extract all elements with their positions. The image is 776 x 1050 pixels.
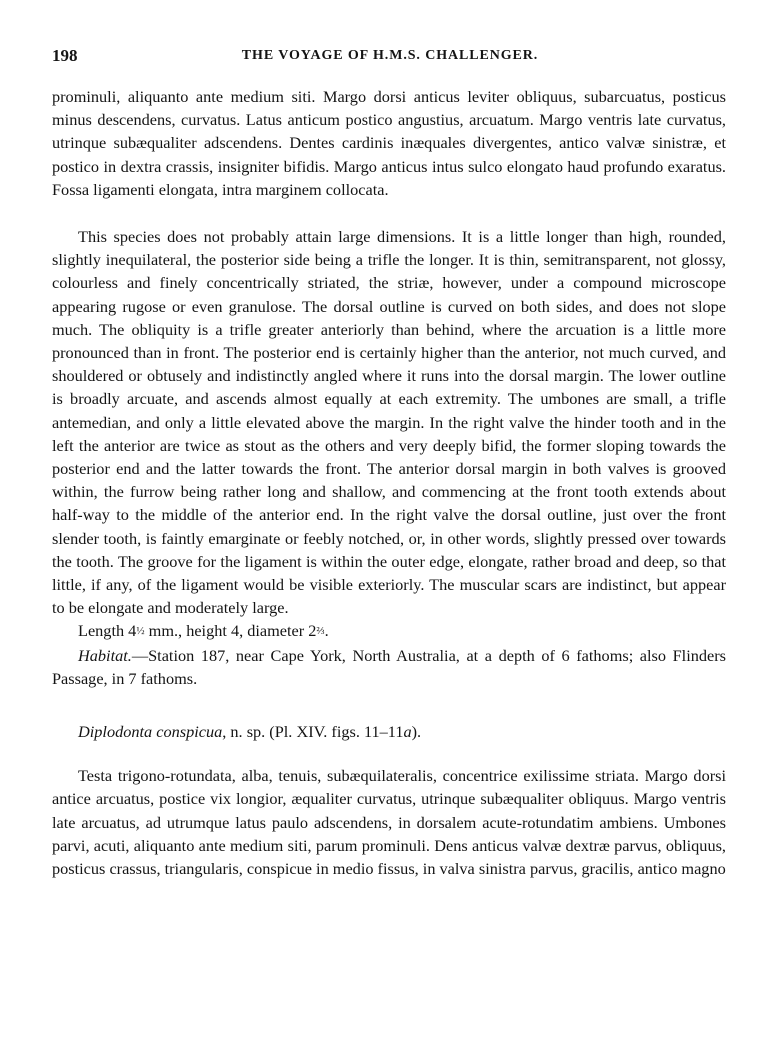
body-text bbox=[52, 85, 726, 880]
length-fraction: ½ bbox=[136, 625, 145, 638]
english-description-paragraph: This species does not probably attain large dimensions. It is a little longer than high, rounded, slightly inequilateral, the posterior side being a trifle the longer. It is thin, semitransparent, not glossy, colourless and finely concentrically striated, the striæ, however, under a compound microscope appearing rugose or even granulose. The dorsal outline is curved on both sides, and does not slope much. The obliquity is a trifle greater anteriorly than behind, where the arcuation is a little more pronounced than in front. The posterior end is certainly higher than the anterior, not much curved, and shouldered or obtusely and indistinctly angled where it runs into the dorsal margin. The lower outline is broadly arcuate, and ascends almost equally at each extremity. The umbones are small, a trifle antemedian, and only a little elevated above the margin. In the right valve the hinder tooth and in the left the anterior are twice as stout as the others and very deeply bifid, the former sloping towards the posterior end and the latter towards the front. The anterior dorsal margin in both valves is grooved within, the furrow being rather long and shallow, and commencing at the front tooth extends about half-way to the middle of the anterior end. In the right valve the dorsal outline, just over the front slender tooth, is faintly emarginate or feebly notched, or, in other words, slightly pressed over towards the tooth. The groove for the ligament is within the outer edge, elongate, rather broad and deep, so that little, if any, of the ligament would be visible exteriorly. The muscular scars are indistinct, but appear to be elongate and moderately large. bbox=[52, 227, 726, 618]
page-header bbox=[52, 46, 728, 70]
habitat-text: —Station 187, near Cape York, North Australia, at a depth of 6 fathoms; also Flinders Passage, in 7 fathoms. bbox=[52, 645, 726, 688]
habitat-paragraph bbox=[52, 644, 726, 690]
measurements-end: . bbox=[324, 621, 329, 641]
latin-continuation-paragraph: prominuli, aliquanto ante medium siti. Margo dorsi anticus leviter obliquus, subarcuatus, posticus minus descendens, curvatus. Latus anticum postico angustius, arcuatum. Margo ventris late curvatus, utrinque subæqualiter adscendens. Dentes cardinis inæquales divergentes, antico valvæ sinistræ, et postico in dextra crassis, insigniter bifidis. Margo anticus intus sulco elongato haud profundo exaratus. Fossa ligamenti elongata, intra marginem collocata. bbox=[52, 87, 726, 199]
page-number: 198 bbox=[52, 46, 78, 65]
species-heading bbox=[52, 720, 726, 743]
measurements-line bbox=[52, 619, 726, 643]
running-title: THE VOYAGE OF H.M.S. CHALLENGER. bbox=[241, 48, 539, 63]
species-name: Diplodonta conspicua bbox=[78, 722, 223, 742]
figure-letter: a bbox=[403, 722, 412, 742]
latin-diagnosis-paragraph: Testa trigono-rotundata, alba, tenuis, subæquilateralis, concentrice exilissime striata. Margo dorsi antice arcuatus, postice vix longior, æqualiter curvatus, utrinque subæqualiter obliquus. Margo ventris late arcuatus, ad utrumque latus paulo adscendens, in dorsalem acute-rotundatim ambiens. Umbones parvi, acuti, aliquanto ante medium siti, parum prominuli. Dens anticus valvæ dextræ parvus, obliquus, posticus crassus, triangularis, conspicue in medio fissus, in valva sinistra parvus, gracilis, antico magno bbox=[52, 766, 726, 879]
species-heading-rest: , n. sp. (Pl. XIV. figs. 11–11 bbox=[222, 722, 404, 742]
species-heading-close: ). bbox=[411, 722, 422, 742]
length-label: Length 4 bbox=[78, 621, 137, 641]
habitat-label: Habitat. bbox=[78, 645, 132, 665]
diameter-fraction: ⅔ bbox=[316, 625, 325, 638]
height-diameter-label: mm., height 4, diameter 2 bbox=[144, 621, 317, 641]
